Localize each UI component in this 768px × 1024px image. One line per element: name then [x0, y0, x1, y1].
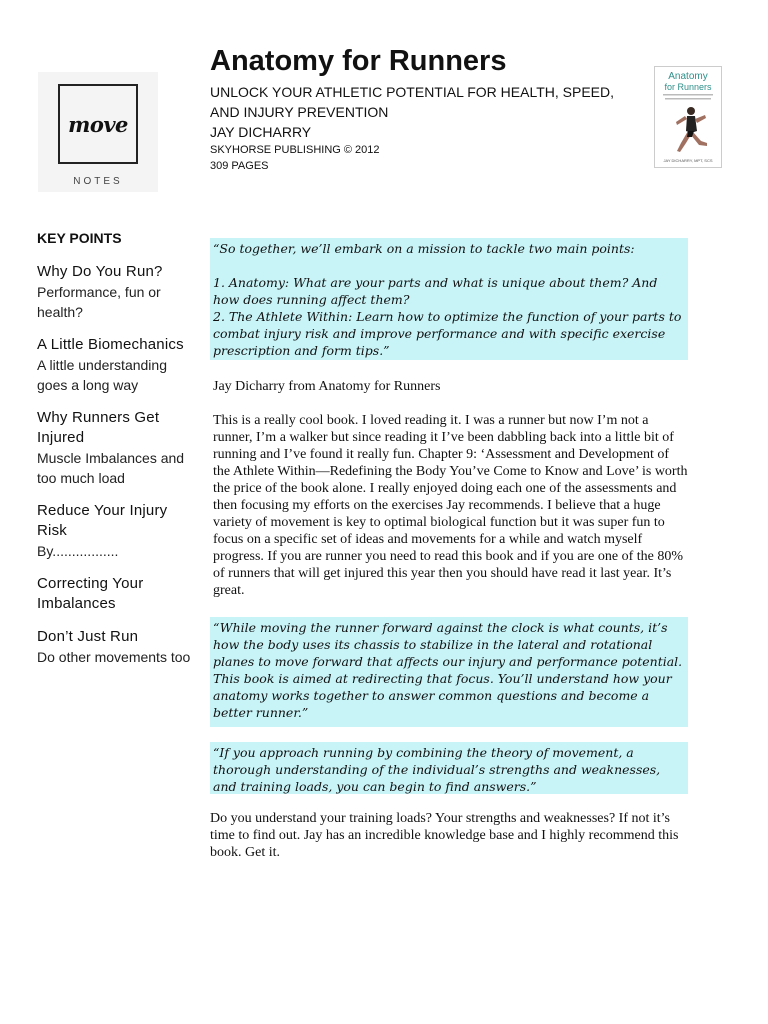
closing-paragraph: Do you understand your training loads? Your strengths and weaknesses? If not it’s time to find out. Jay has an incredible knowledge base and I highly recommend this book. Get it. [210, 811, 679, 860]
review-paragraph: This is a really cool book. I loved reading it. I was a runner but now I’m not a runner, I’m a walker but since reading it I’ve been dabbling back into a little bit of running and I’ve found it really fun. Chapter 9: ‘Assessment and Development of the Athlete Within—Redefining the Body You’ve Come to Know and Love’ is worth the price of the book alone. I really enjoyed doing each one of the assessments and then focusing my efforts on the exercises Jay recommends. I believe that a huge variety of movement is key to optimal biological function but it was super fun to focus on a specific set of ideas and movements for a while and watch myself progress. If you are runner you need to read this book and if you are one of the 80% of runners that will get injured this year then you should have read it last year. It’s great. [213, 413, 688, 598]
key-point-body: Performance, fun or health? [37, 284, 161, 320]
quote-intro: “So together, we’ll embark on a mission to tackle two main points: [213, 241, 635, 256]
highlighted-quote: “If you approach running by combining the theory of movement, a thorough understanding of the individual’s strengths and weaknesses, and training loads, you can begin to find answers.” [210, 742, 688, 794]
move-notes-logo [38, 72, 158, 192]
key-point-title: Why Do You Run? [37, 263, 163, 280]
cover-title-line2: for Runners [664, 82, 712, 92]
key-point-title: Reduce Your Injury Risk [37, 502, 168, 539]
key-point-body: Muscle Imbalances and too much load [37, 450, 185, 486]
quote-point: 2. The Athlete Within: Learn how to optimize the function of your parts to combat injury risk and improve performance and with specific exercise prescription and form tips.” [213, 309, 682, 358]
cover-author: JAY DICHARRY, MPT, SCS [663, 158, 713, 163]
key-point [37, 262, 197, 322]
book-title: Anatomy for Runners [210, 45, 507, 77]
key-point-title: A Little Biomechanics [37, 336, 184, 353]
key-point [37, 335, 197, 395]
key-point [37, 574, 197, 614]
key-point-title: Correcting Your Imbalances [37, 575, 144, 612]
review-content [210, 238, 688, 861]
book-subtitle-line2: AND INJURY PREVENTION [210, 104, 389, 120]
book-subtitle-line1: UNLOCK YOUR ATHLETIC POTENTIAL FOR HEALTH, SPEED, [210, 84, 615, 100]
logo-caption: NOTES [73, 176, 123, 187]
quote-attribution: Jay Dicharry from Anatomy for Runners [213, 379, 441, 394]
page-count: 309 PAGES [210, 160, 269, 172]
key-point-body: A little understanding goes a long way [37, 357, 167, 393]
key-point [37, 501, 197, 561]
cover-title-line1: Anatomy [668, 71, 708, 82]
book-header [210, 44, 650, 174]
logo-frame [58, 84, 138, 164]
quote-point: 1. Anatomy: What are your parts and what is unique about them? And how does running affect them? [213, 275, 658, 307]
key-point [37, 627, 197, 667]
key-point-title: Don’t Just Run [37, 628, 139, 645]
publisher-info: SKYHORSE PUBLISHING © 2012 [210, 144, 380, 156]
logo-wordmark: move [68, 111, 128, 137]
key-points-heading: KEY POINTS [37, 230, 122, 246]
key-point [37, 408, 197, 488]
highlighted-quote [210, 238, 688, 360]
book-cover-image [654, 66, 722, 168]
book-author: JAY DICHARRY [210, 124, 312, 140]
key-point-body: By................. [37, 543, 119, 559]
key-point-title: Why Runners Get Injured [37, 409, 160, 446]
key-point-body: Do other movements too [37, 649, 191, 665]
book-cover-art [655, 67, 721, 167]
highlighted-quote: “While moving the runner forward against the clock is what counts, it’s how the body uses its chassis to stabilize in the lateral and rotational planes to move forward that affects our injury and performance potential. This book is aimed at redirecting that focus. You’ll understand how your anatomy works together to answer common questions and become a better runner.” [210, 617, 688, 727]
key-points-sidebar [37, 228, 197, 680]
